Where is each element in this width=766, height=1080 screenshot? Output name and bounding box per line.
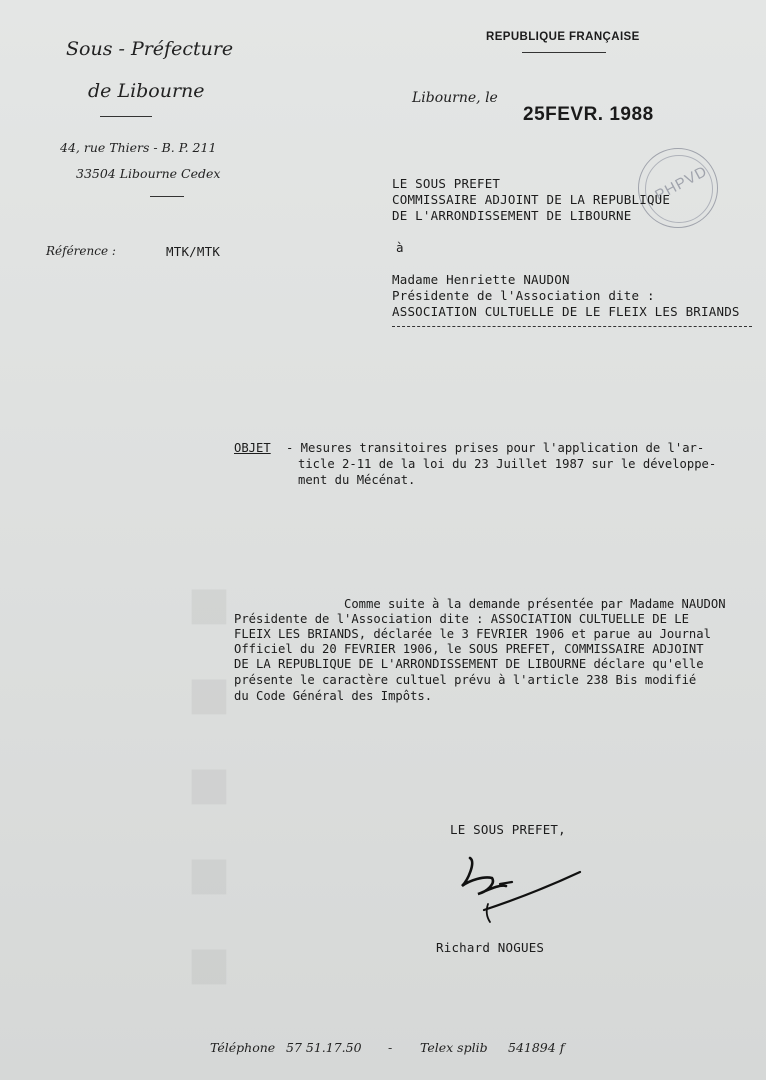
objet-label: OBJET: [234, 441, 271, 455]
divider: [100, 116, 152, 117]
telex-label: Telex splib: [420, 1040, 488, 1055]
republic-heading: REPUBLIQUE FRANÇAISE: [486, 31, 640, 43]
body-line: FLEIX LES BRIANDS, déclarée le 3 FEVRIER 1906 et parue au Journal: [234, 627, 711, 641]
objet-line2: ticle 2-11 de la loi du 23 Juillet 1987 sur le développe-: [298, 457, 717, 471]
place-label: Libourne, le: [412, 90, 498, 106]
office-location: de Libourne: [88, 80, 205, 102]
watermark: ▪▪▪▪▪: [168, 560, 250, 1010]
handwritten-signature: [440, 840, 600, 950]
body-line: DE LA REPUBLIQUE DE L'ARRONDISSEMENT DE LIBOURNE déclare qu'elle: [234, 657, 704, 671]
round-stamp: [638, 148, 718, 228]
objet-line1: - Mesures transitoires prises pour l'application de l'ar-: [286, 441, 705, 455]
recipient-name: Madame Henriette NAUDON: [392, 272, 570, 287]
reference-label: Référence :: [46, 244, 116, 258]
body-line: Présidente de l'Association dite : ASSOCIATION CULTUELLE DE LE: [234, 612, 689, 626]
body-line: du Code Général des Impôts.: [234, 689, 433, 703]
body-line: Comme suite à la demande présentée par Madame NAUDON: [344, 597, 726, 611]
recipient-to: à: [396, 240, 404, 255]
body-line: Officiel du 20 FEVRIER 1906, le SOUS PREFET, COMMISSAIRE ADJOINT: [234, 642, 704, 656]
telex-value: 541894 f: [508, 1040, 565, 1055]
dashed-rule: [392, 326, 752, 327]
phone-label: Téléphone: [210, 1040, 276, 1055]
recipient-title: Présidente de l'Association dite :: [392, 288, 655, 303]
divider: [150, 196, 184, 197]
divider: [522, 52, 606, 53]
footer-separator: -: [388, 1040, 393, 1055]
recipient-association: ASSOCIATION CULTUELLE DE LE FLEIX LES BRIANDS: [392, 304, 740, 319]
sender-line3: DE L'ARRONDISSEMENT DE LIBOURNE: [392, 208, 632, 223]
date-stamp: 25FEVR. 1988: [523, 104, 654, 125]
phone-value: 57 51.17.50: [286, 1040, 362, 1055]
office-name: Sous - Préfecture: [66, 38, 234, 60]
objet-line3: ment du Mécénat.: [298, 473, 416, 487]
address-line2: 33504 Libourne Cedex: [76, 166, 221, 181]
sender-line2: COMMISSAIRE ADJOINT DE LA REPUBLIQUE: [392, 192, 671, 207]
address-line1: 44, rue Thiers - B. P. 211: [60, 140, 217, 155]
stamp-text: PHPVD: [652, 162, 711, 205]
reference-value: MTK/MTK: [166, 244, 221, 259]
body-line: présente le caractère cultuel prévu à l'article 238 Bis modifié: [234, 673, 697, 687]
sender-line1: LE SOUS PREFET: [392, 176, 501, 191]
signatory-name: Richard NOGUES: [436, 940, 545, 955]
signature-title: LE SOUS PREFET,: [450, 822, 566, 837]
